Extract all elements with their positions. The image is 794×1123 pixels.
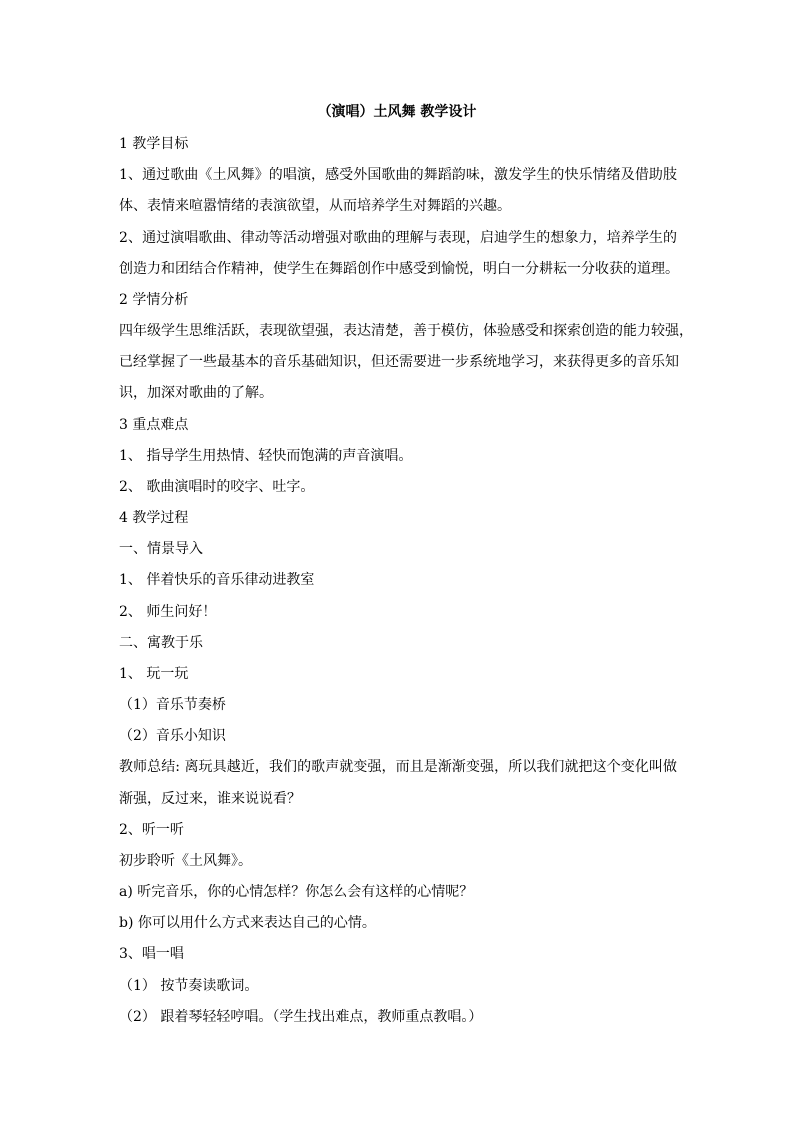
- list-item: （2）音乐小知识: [119, 728, 226, 744]
- list-item: 1、 伴着快乐的音乐律动进教室: [119, 572, 315, 588]
- paragraph-line: 初步聆听《土风舞》。: [119, 853, 252, 869]
- paragraph-line: 已经掌握了一些最基本的音乐基础知识，但还需要进一步系统地学习，来获得更多的音乐知: [119, 354, 679, 370]
- list-item: a) 听完音乐，你的心情怎样？你怎么会有这样的心情呢？: [119, 884, 474, 900]
- section-heading-key-points: 3 重点难点: [119, 417, 189, 433]
- paragraph-line: 1、通过歌曲《土风舞》的唱演，感受外国歌曲的舞蹈韵味，激发学生的快乐情绪及借助肢: [119, 167, 677, 183]
- paragraph-line: 2、通过演唱歌曲、律动等活动增强对歌曲的理解与表现，启迪学生的想象力，培养学生的: [119, 230, 677, 246]
- subsection-heading: 二、寓教于乐: [119, 635, 203, 651]
- section-heading-analysis: 2 学情分析: [119, 292, 189, 308]
- paragraph-line: 渐强，反过来，谁来说说看？: [119, 791, 301, 807]
- list-item: 1、 玩一玩: [119, 666, 189, 682]
- list-item: （2） 跟着琴轻轻哼唱。（学生找出难点，教师重点教唱。）: [119, 1009, 483, 1025]
- paragraph-line: 体、表情来喧嚣情绪的表演欲望，从而培养学生对舞蹈的兴趣。: [119, 198, 511, 214]
- paragraph-line: 创造力和团结合作精神，使学生在舞蹈创作中感受到愉悦，明白一分耕耘一分收获的道理。: [119, 261, 679, 277]
- list-item: 2、听一听: [119, 822, 184, 838]
- list-item: （1）音乐节奏桥: [119, 697, 226, 713]
- list-item: （1） 按节奏读歌词。: [119, 978, 259, 994]
- paragraph-line: 四年级学生思维活跃，表现欲望强，表达清楚，善于模仿，体验感受和探索创造的能力较强，: [119, 323, 693, 339]
- list-item: 3、唱一唱: [119, 946, 184, 962]
- section-heading-objectives: 1 教学目标: [119, 136, 189, 152]
- list-item: 2、 师生问好！: [119, 604, 217, 620]
- document-title: （演唱）土风舞 教学设计: [317, 104, 477, 120]
- list-item: 1、 指导学生用热情、轻快而饱满的声音演唱。: [119, 448, 413, 464]
- subsection-heading: 一、情景导入: [119, 541, 203, 557]
- paragraph-line: 教师总结: 离玩具越近，我们的歌声就变强，而且是渐渐变强，所以我们就把这个变化叫做: [119, 759, 677, 775]
- list-item: 2、 歌曲演唱时的咬字、吐字。: [119, 479, 315, 495]
- section-heading-process: 4 教学过程: [119, 510, 189, 526]
- paragraph-line: 识，加深对歌曲的了解。: [119, 385, 273, 401]
- list-item: b) 你可以用什么方式来表达自己的心情。: [119, 915, 376, 931]
